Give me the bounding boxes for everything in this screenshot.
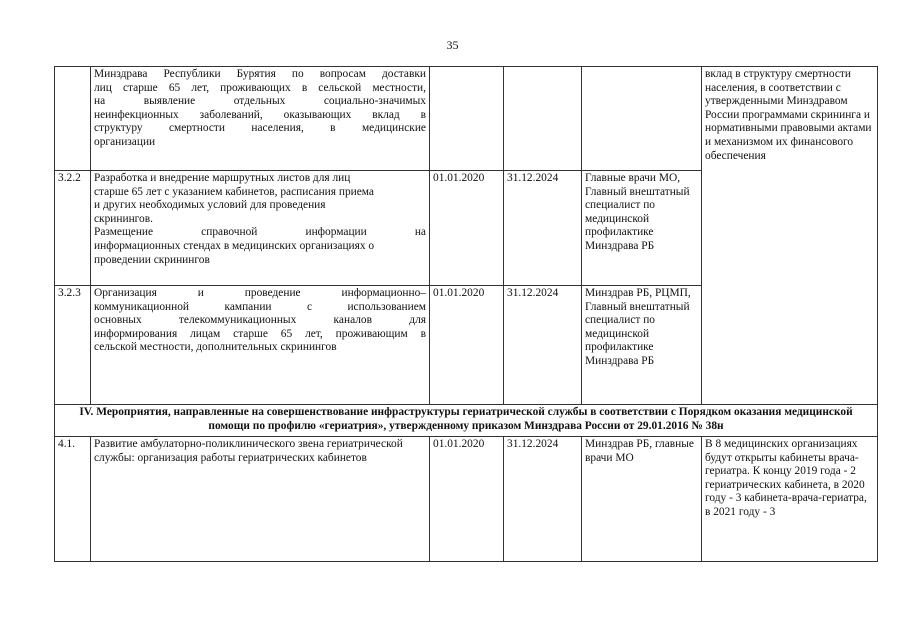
activity-line: на выявление отдельных социально-значимых — [94, 95, 426, 108]
activity-line: структуру смертности населения, в медицинские — [94, 122, 426, 135]
responsible: Минздрав РБ, РЦМП, Главный внештатный специалист по медицинской профилактике Минздрава РБ — [582, 286, 702, 405]
activity-line: информирования лицам старше 65 лет, проживающим в — [94, 327, 426, 340]
activity-line: коммуникационной кампании с использованием — [94, 300, 426, 313]
activity-text — [91, 286, 430, 405]
responsible: Минздрав РБ, главные врачи МО — [582, 437, 702, 562]
row-number: 3.2.3 — [55, 286, 91, 405]
section-header-row — [55, 405, 878, 437]
activity-line: старше 65 лет с указанием кабинетов, расписания приема — [94, 185, 374, 198]
start-date: 01.01.2020 — [430, 171, 504, 286]
expected-result: вклад в структуру смертности населения, в соответствии с утвержденными Минздравом России программами скрининга и нормативными правовыми актами и механизмом их финансового обеспечения — [702, 67, 878, 405]
table-row — [55, 437, 878, 562]
activity-line: и других необходимых условий для проведения — [94, 199, 326, 212]
activity-line: проведении скринингов — [94, 253, 210, 266]
expected-result: В 8 медицинских организациях будут открыты кабинеты врача-гериатра. К концу 2019 года - 2 гериатрических кабинета, в 2020 году - 3 кабинета-врача-гериатра, в 2021 году - 3 — [702, 437, 878, 562]
activity-text — [91, 171, 430, 286]
section-title: IV. Мероприятия, направленные на совершенствование инфраструктуры гериатрической службы в соответствии с Порядком оказания медицинской помощи по профилю «гериатрия», утвержденному приказом Минздрава России от 29.01.2016 № 38н — [55, 405, 878, 437]
page-number: 35 — [446, 38, 459, 52]
responsible: Главные врачи МО, Главный внештатный специалист по медицинской профилактике Минздрава РБ — [582, 171, 702, 286]
activity-line: Разработка и внедрение маршрутных листов для лиц — [94, 172, 351, 184]
activity-line: организации — [94, 135, 156, 148]
start-date — [430, 67, 504, 171]
start-date: 01.01.2020 — [430, 286, 504, 405]
end-date — [504, 67, 582, 171]
table-row — [55, 67, 878, 171]
activity-line: Размещение справочной информации на — [94, 226, 426, 239]
activities-table — [54, 66, 878, 562]
row-number: 3.2.2 — [55, 171, 91, 286]
activity-line: информационных стендах в медицинских организациях о — [94, 239, 375, 252]
responsible — [582, 67, 702, 171]
activity-line: Минздрава Республики Бурятия по вопросам доставки — [94, 68, 426, 80]
row-number — [55, 67, 91, 171]
start-date: 01.01.2020 — [430, 437, 504, 562]
end-date: 31.12.2024 — [504, 437, 582, 562]
activity-line: неинфекционных заболеваний, оказывающих вклад в — [94, 108, 426, 121]
activity-text: Развитие амбулаторно-поликлинического звена гериатрической службы: организация работы гериатрических кабинетов — [91, 437, 430, 562]
end-date: 31.12.2024 — [504, 286, 582, 405]
end-date: 31.12.2024 — [504, 171, 582, 286]
activity-line: Организация и проведение информационно– — [94, 287, 426, 299]
activity-line: скринингов. — [94, 212, 153, 225]
activity-line: лиц старше 65 лет, проживающих в сельской местности, — [94, 81, 426, 94]
row-number: 4.1. — [55, 437, 91, 562]
activity-line: сельской местности, дополнительных скринингов — [94, 341, 337, 354]
activity-line: основных телекоммуникационных каналов для — [94, 314, 426, 327]
activity-text — [91, 67, 430, 171]
